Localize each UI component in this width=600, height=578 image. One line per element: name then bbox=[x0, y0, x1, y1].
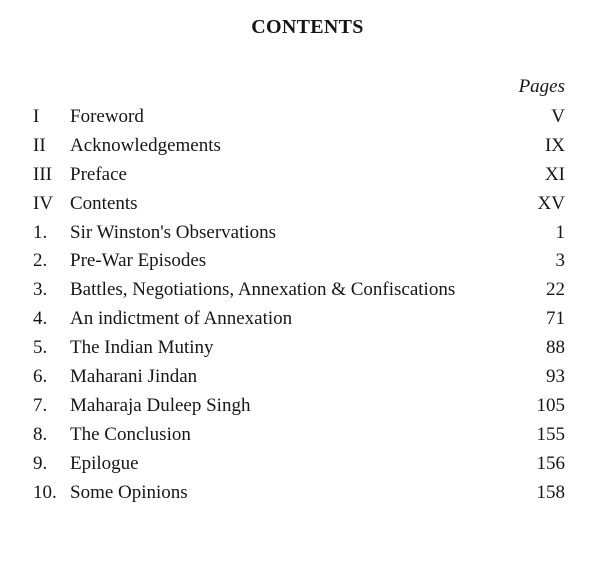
toc-entry-number: 2. bbox=[33, 250, 48, 272]
toc-entry bbox=[33, 479, 565, 508]
toc-entry bbox=[33, 161, 565, 190]
toc-entry bbox=[33, 392, 565, 421]
toc-entry-number: 7. bbox=[33, 394, 48, 416]
pages-column-header: Pages bbox=[518, 76, 565, 97]
toc-entry-page: XI bbox=[544, 163, 565, 185]
toc-entry bbox=[33, 450, 565, 479]
toc-entry bbox=[33, 276, 565, 305]
toc-entry bbox=[33, 363, 565, 392]
toc-entry-page: 156 bbox=[536, 452, 565, 474]
toc-entry-number: III bbox=[33, 163, 52, 185]
toc-entry-title: Sir Winston's Observations bbox=[70, 221, 277, 243]
toc-entry-number: I bbox=[33, 106, 40, 127]
toc-entry bbox=[33, 190, 565, 219]
toc-entry-title: Preface bbox=[70, 163, 127, 185]
toc-entry bbox=[33, 219, 565, 248]
toc-entry bbox=[33, 132, 565, 161]
toc-entry-title: The Conclusion bbox=[70, 423, 191, 445]
toc-entry-title: Contents bbox=[70, 192, 138, 214]
toc-entry-page: 3 bbox=[555, 250, 565, 272]
toc-entry-title: The Indian Mutiny bbox=[70, 337, 214, 359]
toc-entry-title: Some Opinions bbox=[70, 481, 188, 503]
page-title: CONTENTS bbox=[251, 16, 364, 38]
toc-entry-number: 8. bbox=[33, 423, 48, 445]
toc-entry-number: 3. bbox=[33, 279, 48, 301]
toc-entry-title: Acknowledgements bbox=[70, 134, 221, 156]
toc-entry-title: Maharani Jindan bbox=[70, 366, 198, 388]
toc-entry-number: 4. bbox=[33, 308, 48, 330]
toc-entry-page: 105 bbox=[536, 394, 565, 416]
toc-entry-page: 1 bbox=[555, 221, 565, 243]
toc-entry-title: Maharaja Duleep Singh bbox=[70, 394, 251, 416]
toc-entry-number: 10. bbox=[33, 481, 57, 503]
toc-entry bbox=[33, 103, 565, 132]
toc-entry-number: 9. bbox=[33, 452, 48, 474]
toc-entry-title: Battles, Negotiations, Annexation & Confiscations bbox=[70, 279, 456, 301]
toc-entry-number: 5. bbox=[33, 337, 48, 359]
toc-entry bbox=[33, 421, 565, 450]
toc-entry-title: Epilogue bbox=[70, 452, 139, 474]
toc-entry-page: 93 bbox=[546, 366, 565, 388]
toc-entry-page: 155 bbox=[536, 423, 565, 445]
toc-entry bbox=[33, 305, 565, 334]
toc-entry-page: XV bbox=[537, 192, 565, 214]
toc-entry-number: 6. bbox=[33, 366, 48, 388]
toc-entry bbox=[33, 247, 565, 276]
toc-entry-page: 88 bbox=[546, 337, 565, 359]
toc-entry-page: V bbox=[551, 106, 565, 127]
toc-entry-page: 158 bbox=[536, 481, 565, 503]
toc-entry-number: II bbox=[33, 134, 46, 156]
toc-entry-title: Foreword bbox=[70, 106, 144, 127]
toc-entry-title: An indictment of Annexation bbox=[70, 308, 293, 330]
toc-entry bbox=[33, 334, 565, 363]
toc-entry-number: 1. bbox=[33, 221, 48, 243]
table-of-contents bbox=[33, 103, 565, 507]
toc-entry-page: IX bbox=[544, 134, 565, 156]
toc-entry-title: Pre-War Episodes bbox=[70, 250, 207, 272]
toc-entry-page: 71 bbox=[546, 308, 565, 330]
toc-entry-page: 22 bbox=[546, 279, 565, 301]
toc-entry-number: IV bbox=[33, 192, 54, 214]
